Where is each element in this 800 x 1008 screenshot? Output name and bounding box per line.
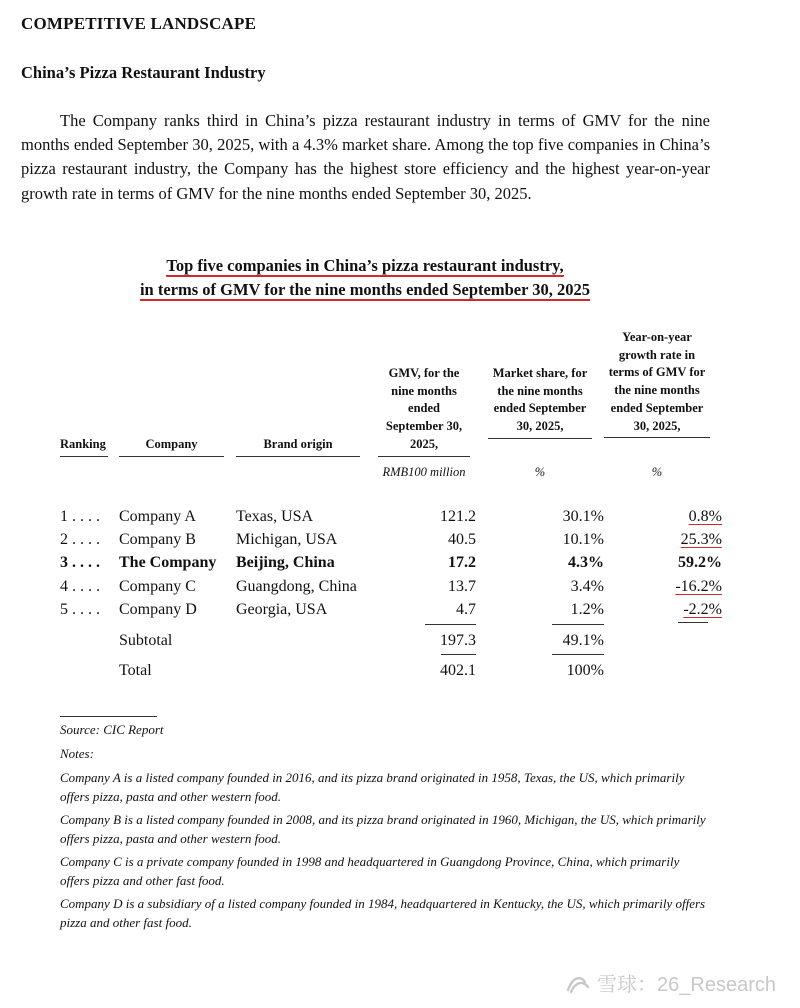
table-row-origin: Texas, USA <box>236 508 314 525</box>
table-row-share: 3.4% <box>570 578 604 595</box>
sum-rule-growth <box>678 622 708 623</box>
table-row-gmv: 4.7 <box>456 601 476 618</box>
total-label: Total <box>119 662 152 679</box>
table-row-origin: Beijing, China <box>236 554 335 571</box>
table-row-origin: Georgia, USA <box>236 601 328 618</box>
subtotal-gmv: 197.3 <box>440 632 476 649</box>
header-market-share: Market share, for the nine months ended September 30, 2025, <box>488 365 592 439</box>
table-row-growth: 59.2% <box>678 554 722 571</box>
header-gmv: GMV, for the nine months ended September 30, 2025, <box>378 365 470 457</box>
footnote-divider <box>60 716 157 717</box>
sum-rule-share <box>552 624 604 625</box>
table-row-rank: 1 . . . . <box>60 508 100 525</box>
note-company-a: Company A is a listed company founded in 2016, and its pizza brand originated in 1958, Texas, the US, which primarily offers pizza, pasta and other western food. <box>60 770 685 804</box>
subtotal-rule-share <box>552 654 604 655</box>
table-row-gmv: 121.2 <box>440 508 476 525</box>
table-row-company: Company C <box>119 578 196 595</box>
table-row-gmv: 13.7 <box>448 578 476 595</box>
header-brand-origin: Brand origin <box>236 436 360 457</box>
subtotal-label: Subtotal <box>119 632 173 649</box>
table-row-company: The Company <box>119 554 217 571</box>
watermark <box>565 968 776 997</box>
note-company-b: Company B is a listed company founded in 2008, and its pizza brand originated in 1960, Michigan, the US, which primarily offers pizza, pasta and other western food. <box>60 812 706 846</box>
notes-label: Notes: <box>60 746 94 761</box>
table-row-rank: 4 . . . . <box>60 578 100 595</box>
unit-share: % <box>534 465 546 479</box>
table-row-company: Company B <box>119 531 196 548</box>
section-heading: COMPETITIVE LANDSCAPE <box>21 14 257 33</box>
note-company-c: Company C is a private company founded in 1998 and headquartered in Guangdong Province, China, which primarily offers pizza and other fast food. <box>60 854 680 888</box>
watermark-text: 雪球：26_Research <box>597 974 776 996</box>
unit-growth: % <box>651 465 663 479</box>
unit-gmv: RMB100 million <box>382 465 466 479</box>
table-row-growth: 0.8% <box>688 508 722 525</box>
table-row-origin: Michigan, USA <box>236 531 338 548</box>
total-gmv: 402.1 <box>440 662 476 679</box>
table-row-rank: 2 . . . . <box>60 531 100 548</box>
table-row-origin: Guangdong, China <box>236 578 357 595</box>
subtotal-rule-gmv <box>441 654 476 655</box>
sum-rule-gmv <box>425 624 476 625</box>
header-ranking: Ranking <box>60 436 108 457</box>
subtotal-share: 49.1% <box>562 632 604 649</box>
table-row-share: 10.1% <box>562 531 604 548</box>
table-row-growth: 25.3% <box>680 531 722 548</box>
intro-paragraph: The Company ranks third in China’s pizza restaurant industry in terms of GMV for the nine months ended September 30, 2025, with a 4.3% market share. Among the top five companies in China’s pizza restaurant industry, the Company has the highest store efficiency and the highest year-on-year growth rate in terms of GMV for the nine months ended September 30, 2025. <box>21 111 710 203</box>
table-row-growth: -2.2% <box>683 601 722 618</box>
table-title-line-1: Top five companies in China’s pizza restaurant industry, <box>166 256 564 275</box>
table-row-rank: 5 . . . . <box>60 601 100 618</box>
snowball-logo-icon <box>565 972 591 994</box>
table-row-company: Company A <box>119 508 196 525</box>
table-row-share: 30.1% <box>562 508 604 525</box>
table-row-company: Company D <box>119 601 197 618</box>
table-row-growth: -16.2% <box>675 578 722 595</box>
table-row-gmv: 17.2 <box>448 554 476 571</box>
table-row-rank: 3 . . . . <box>60 554 100 571</box>
note-company-d: Company D is a subsidiary of a listed company founded in 1984, headquartered in Kentucky, the US, which primarily offers pizza and other fast food. <box>60 896 706 930</box>
total-share: 100% <box>566 662 604 679</box>
table-row-share: 1.2% <box>570 601 604 618</box>
section-subheading: China’s Pizza Restaurant Industry <box>21 63 266 82</box>
table-row-share: 4.3% <box>568 554 604 571</box>
table-title-line-2: in terms of GMV for the nine months ended September 30, 2025 <box>139 280 591 299</box>
table-row-gmv: 40.5 <box>448 531 476 548</box>
header-company: Company <box>119 436 224 457</box>
source-note: Source: CIC Report <box>60 722 164 737</box>
header-yoy-growth: Year-on-year growth rate in terms of GMV for the nine months ended September 30, 2025, <box>604 329 710 438</box>
